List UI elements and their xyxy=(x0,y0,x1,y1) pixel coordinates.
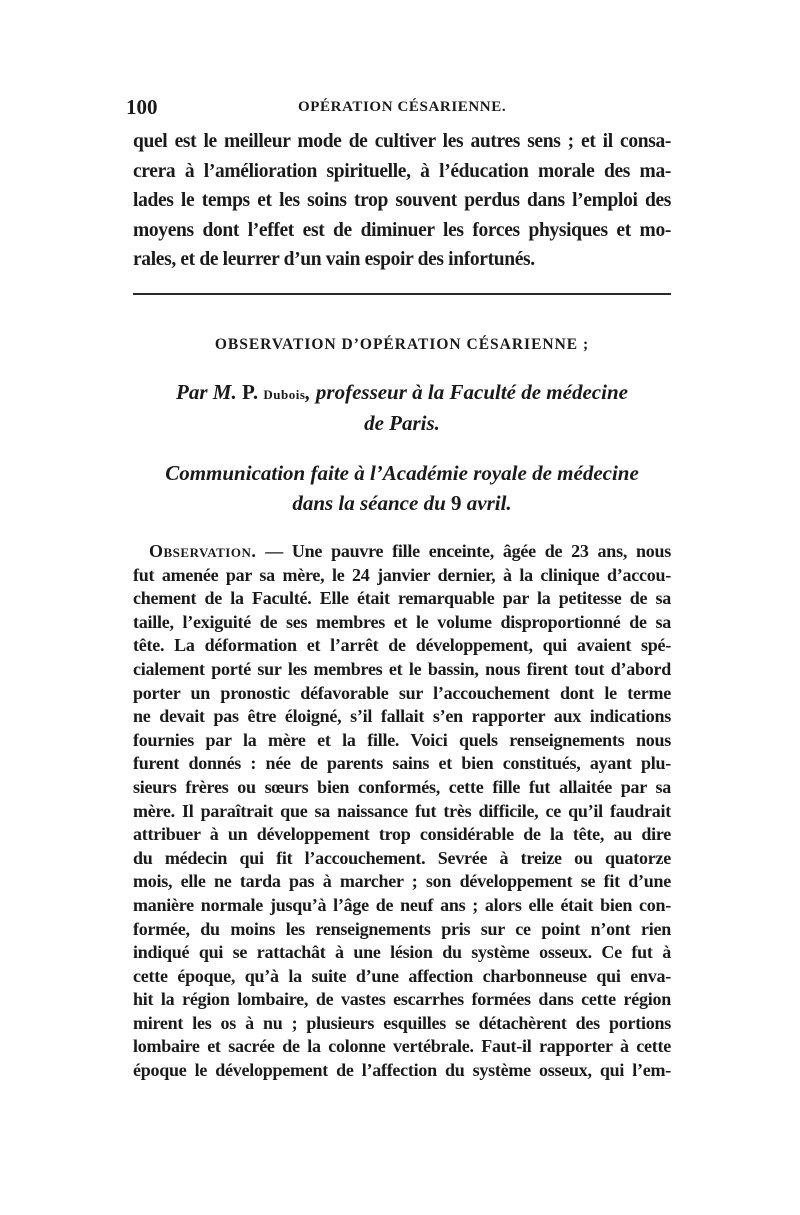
text-line: porter un pronostic défavorable sur l’accouchement dont le terme xyxy=(133,682,671,703)
text-line: lombaire et sacrée de la colonne vertébrale. Faut-il rapporter à cette xyxy=(133,1036,671,1057)
text-line: hit la région lombaire, de vastes escarrhes formées dans cette région xyxy=(133,989,671,1010)
byline-initial: P. xyxy=(241,380,259,404)
byline-par: Par M. xyxy=(176,380,237,404)
text-line: chement de la Faculté. Elle était remarquable par la petitesse de sa xyxy=(133,588,671,609)
communication-prefix: dans la séance du xyxy=(292,491,446,515)
text-line: du médecin qui fit l’accouchement. Sevrée à treize ou quatorze xyxy=(133,847,671,868)
text-line: cialement porté sur les membres et le bassin, nous firent tout d’abord xyxy=(133,658,671,679)
text-line: manière normale jusqu’à l’âge de neuf ans ; alors elle était bien con- xyxy=(133,894,671,915)
text-line: époque le développement de l’affection du système osseux, qui l’em- xyxy=(133,1060,671,1081)
communication-suffix: avril. xyxy=(466,491,512,515)
text-line: lades le temps et les soins trop souvent perdus dans l’emploi des xyxy=(133,190,671,211)
intro-paragraph xyxy=(133,127,671,275)
byline-affiliation: , professeur à la Faculté de médecine xyxy=(305,380,628,404)
text-line: sieurs frères ou sœurs bien conformés, cette fille fut allaitée par sa xyxy=(133,776,671,797)
text-line: indiqué qui se rattachât à une lésion du système osseux. Ce fut à xyxy=(133,942,671,963)
byline-surname: Dubois xyxy=(263,387,306,402)
text-line: fournies par la mère et la fille. Voici quels renseignements nous xyxy=(133,729,671,750)
page-number: 100 xyxy=(126,95,158,119)
running-title: OPÉRATION CÉSARIENNE. xyxy=(298,99,507,115)
text-line: mois, elle ne tarda pas à marcher ; son développement se fit d’une xyxy=(133,871,671,892)
observation-first-line: — Une pauvre fille enceinte, âgée de 23 ans, nous xyxy=(256,541,671,561)
communication-note xyxy=(133,458,671,518)
text-line: furent donnés : née de parents sains et bien constitués, ayant plu- xyxy=(133,753,671,774)
text-line: taille, l’exiguité de ses membres et le volume disproportionné de sa xyxy=(133,611,671,632)
text-line: mère. Il paraîtrait que sa naissance fut très difficile, ce qu’il faudrait xyxy=(133,800,671,821)
text-line: quel est le meilleur mode de cultiver les autres sens ; et il consa- xyxy=(133,131,671,152)
text-line: ne devait pas être éloigné, s’il fallait s’en rapporter aux indications xyxy=(133,706,671,727)
communication-line-1: Communication faite à l’Académie royale de médecine xyxy=(165,461,639,485)
observation-paragraph xyxy=(133,540,671,1083)
byline-line-1 xyxy=(133,378,671,409)
author-byline xyxy=(133,378,671,438)
text-line: cette époque, qu’à la suite d’une affection charbonneuse qui enva- xyxy=(133,965,671,986)
section-divider xyxy=(133,293,671,295)
text-line: crera à l’amélioration spirituelle, à l’éducation morale des ma- xyxy=(133,160,671,182)
byline-line-2: de Paris. xyxy=(364,411,440,435)
text-line: rales, et de leurrer d’un vain espoir des infortunés. xyxy=(133,249,535,270)
text-line: formée, du moins les renseignements pris sur ce point n’ont rien xyxy=(133,918,671,939)
text-line xyxy=(133,540,671,564)
text-line: attribuer à un développement trop considérable de la tête, au dire xyxy=(133,824,671,845)
text-line: tête. La déformation et l’arrêt de développement, qui avaient spé- xyxy=(133,635,671,656)
section-title: OBSERVATION D’OPÉRATION CÉSARIENNE ; xyxy=(214,336,590,353)
text-line: moyens dont l’effet est de diminuer les forces physiques et mo- xyxy=(133,219,671,241)
communication-day: 9 xyxy=(451,491,462,515)
page-header xyxy=(126,95,671,121)
communication-line-2 xyxy=(133,488,671,518)
observation-label: Observation. xyxy=(149,541,257,561)
text-line: mirent les os à nu ; plusieurs esquilles se détachèrent des portions xyxy=(133,1012,671,1033)
text-line: fut amenée par sa mère, le 24 janvier dernier, à la clinique d’accou- xyxy=(133,564,671,585)
